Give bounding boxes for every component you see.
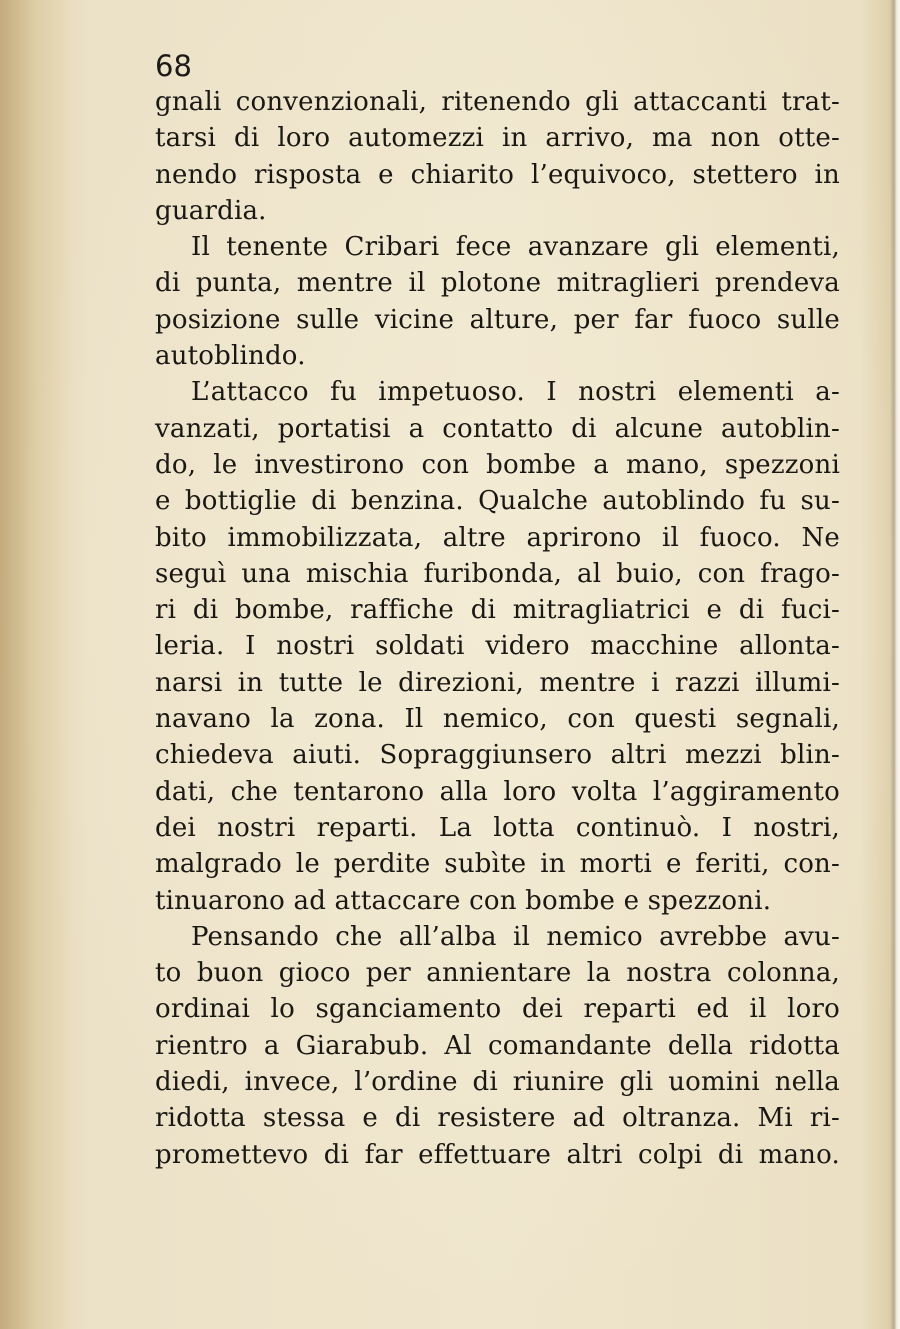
- text-line: vanzati, portatisi a contatto di alcune autoblin-: [155, 413, 840, 444]
- text-line: diedi, invece, l’ordine di riunire gli uomini nella: [155, 1067, 840, 1098]
- text-line: bito immobilizzata, altre aprirono il fuoco. Ne: [155, 522, 840, 553]
- text-line: promettevo di far effettuare altri colpi di mano.: [155, 1139, 840, 1170]
- page-right-edge: [890, 0, 900, 1329]
- text-line: narsi in tutte le direzioni, mentre i razzi illumi-: [155, 667, 840, 698]
- text-line: rientro a Giarabub. Al comandante della ridotta: [155, 1030, 840, 1061]
- text-line: guardia.: [155, 195, 267, 226]
- text-line: to buon gioco per annientare la nostra colonna,: [155, 958, 840, 989]
- binding-gutter-shadow: [0, 0, 70, 1329]
- text-line: Il tenente Cribari fece avanzare gli elementi,: [191, 232, 840, 263]
- page-number: 68: [155, 49, 192, 83]
- text-line: nendo risposta e chiarito l’equivoco, stettero in: [155, 159, 840, 190]
- text-line: di punta, mentre il plotone mitraglieri prendeva: [155, 268, 840, 299]
- text-line: navano la zona. Il nemico, con questi segnali,: [155, 704, 840, 735]
- body-text: [155, 84, 840, 1173]
- text-line: tinuarono ad attaccare con bombe e spezzoni.: [155, 885, 772, 916]
- text-line: L’attacco fu impetuoso. I nostri elementi a-: [191, 377, 840, 408]
- text-line: do, le investirono con bombe a mano, spezzoni: [155, 449, 840, 480]
- text-line: e bottiglie di benzina. Qualche autoblindo fu su-: [155, 486, 840, 517]
- text-line: posizione sulle vicine alture, per far fuoco sulle: [155, 304, 840, 335]
- text-line: autoblindo.: [155, 341, 306, 372]
- text-line: chiedeva aiuti. Sopraggiunsero altri mezzi blin-: [155, 740, 840, 771]
- text-line: dati, che tentarono alla loro volta l’aggiramento: [155, 776, 840, 807]
- text-line: Pensando che all’alba il nemico avrebbe avu-: [191, 921, 840, 952]
- text-line: malgrado le perdite subìte in morti e feriti, con-: [155, 849, 840, 880]
- text-line: dei nostri reparti. La lotta continuò. I nostri,: [155, 812, 840, 843]
- text-line: gnali convenzionali, ritenendo gli attaccanti trat-: [155, 87, 840, 117]
- text-line: seguì una mischia furibonda, al buio, con frago-: [155, 558, 840, 589]
- text-line: ordinai lo sganciamento dei reparti ed il loro: [155, 994, 840, 1025]
- text-line: leria. I nostri soldati videro macchine allonta-: [155, 631, 840, 662]
- text-line: tarsi di loro automezzi in arrivo, ma non otte-: [155, 123, 840, 154]
- text-line: ridotta stessa e di resistere ad oltranza. Mi ri-: [155, 1103, 840, 1134]
- text-line: ri di bombe, raffiche di mitragliatrici e di fuci-: [155, 595, 840, 626]
